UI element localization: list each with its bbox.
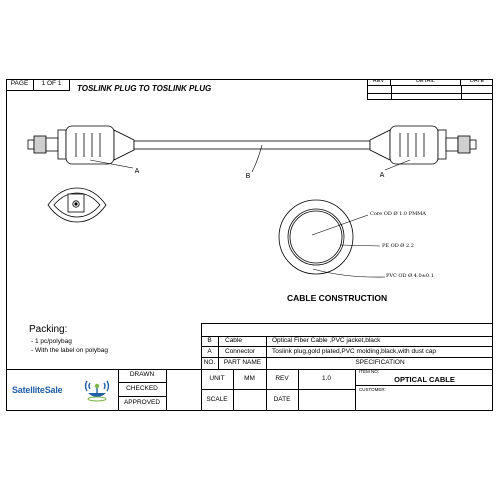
packing-item: - With the label on polybag: [31, 347, 108, 355]
cable-construction-title: CABLE CONSTRUCTION: [287, 292, 388, 303]
page-label: PAGE: [6, 79, 34, 91]
approved-label: APPROVED: [123, 399, 161, 407]
bom-row-no: B: [207, 337, 212, 345]
date-header: DATE: [461, 79, 493, 86]
unit-label: UNIT: [209, 374, 225, 382]
pvc-od-label: PVC OD Ø 4.0±0.1: [386, 273, 434, 279]
bom-row-spec: Toslink plug,gold plated,PVC molding,black,with dust cap: [272, 347, 437, 355]
page-value: 1 OF 1: [34, 79, 70, 91]
logo-text: SatelliteSale: [12, 385, 63, 395]
satellite-dish-icon: [80, 377, 114, 403]
rev-label: REV: [275, 374, 289, 382]
customer-label: CUSTOMER:: [359, 386, 386, 392]
bom-row-spec: Optical Fiber Cable ,PVC jacket,black: [272, 337, 381, 345]
bom-row-no: A: [207, 347, 212, 355]
bom-row-part: Connector: [225, 347, 255, 355]
detail-header: DETAIL: [391, 79, 461, 86]
title-block-divider: [166, 369, 167, 411]
core-od-label: Core OD Ø 1.0 PMMA: [370, 211, 426, 217]
bom-header-part: PART NAME: [223, 359, 262, 367]
drawn-label: DRAWN: [129, 371, 155, 379]
rev-header: REV: [367, 79, 391, 86]
right-toslink-plug: [370, 126, 476, 164]
packing-title: Packing:: [29, 323, 68, 335]
callout-a-right: A: [379, 171, 385, 179]
bom-header-no: NO.: [203, 359, 216, 367]
callout-a-left: A: [134, 167, 140, 175]
item-no-label: ITEM NO:: [359, 369, 379, 375]
item-value: OPTICAL CABLE: [394, 375, 455, 385]
bom-header-spec: SPECIFICATION: [355, 359, 405, 367]
drawing-title: TOSLINK PLUG TO TOSLINK PLUG: [77, 84, 212, 93]
left-toslink-plug: [28, 126, 134, 164]
cable-cross-section: [279, 200, 353, 274]
rev-value: 1.0: [321, 374, 332, 382]
callout-b: B: [245, 172, 251, 180]
pe-od-label: PE OD Ø 2.2: [382, 243, 414, 249]
bom-row-part: Cable: [225, 337, 242, 345]
packing-item: - 1 pc/polybag: [31, 338, 72, 346]
satellitesale-logo: [10, 377, 116, 403]
cable-body: [134, 141, 370, 149]
checked-label: CHECKED: [126, 384, 158, 392]
scale-label: SCALE: [206, 395, 228, 403]
unit-value: MM: [244, 374, 255, 382]
date-label: DATE: [273, 395, 291, 403]
connector-end-view: [48, 188, 106, 222]
